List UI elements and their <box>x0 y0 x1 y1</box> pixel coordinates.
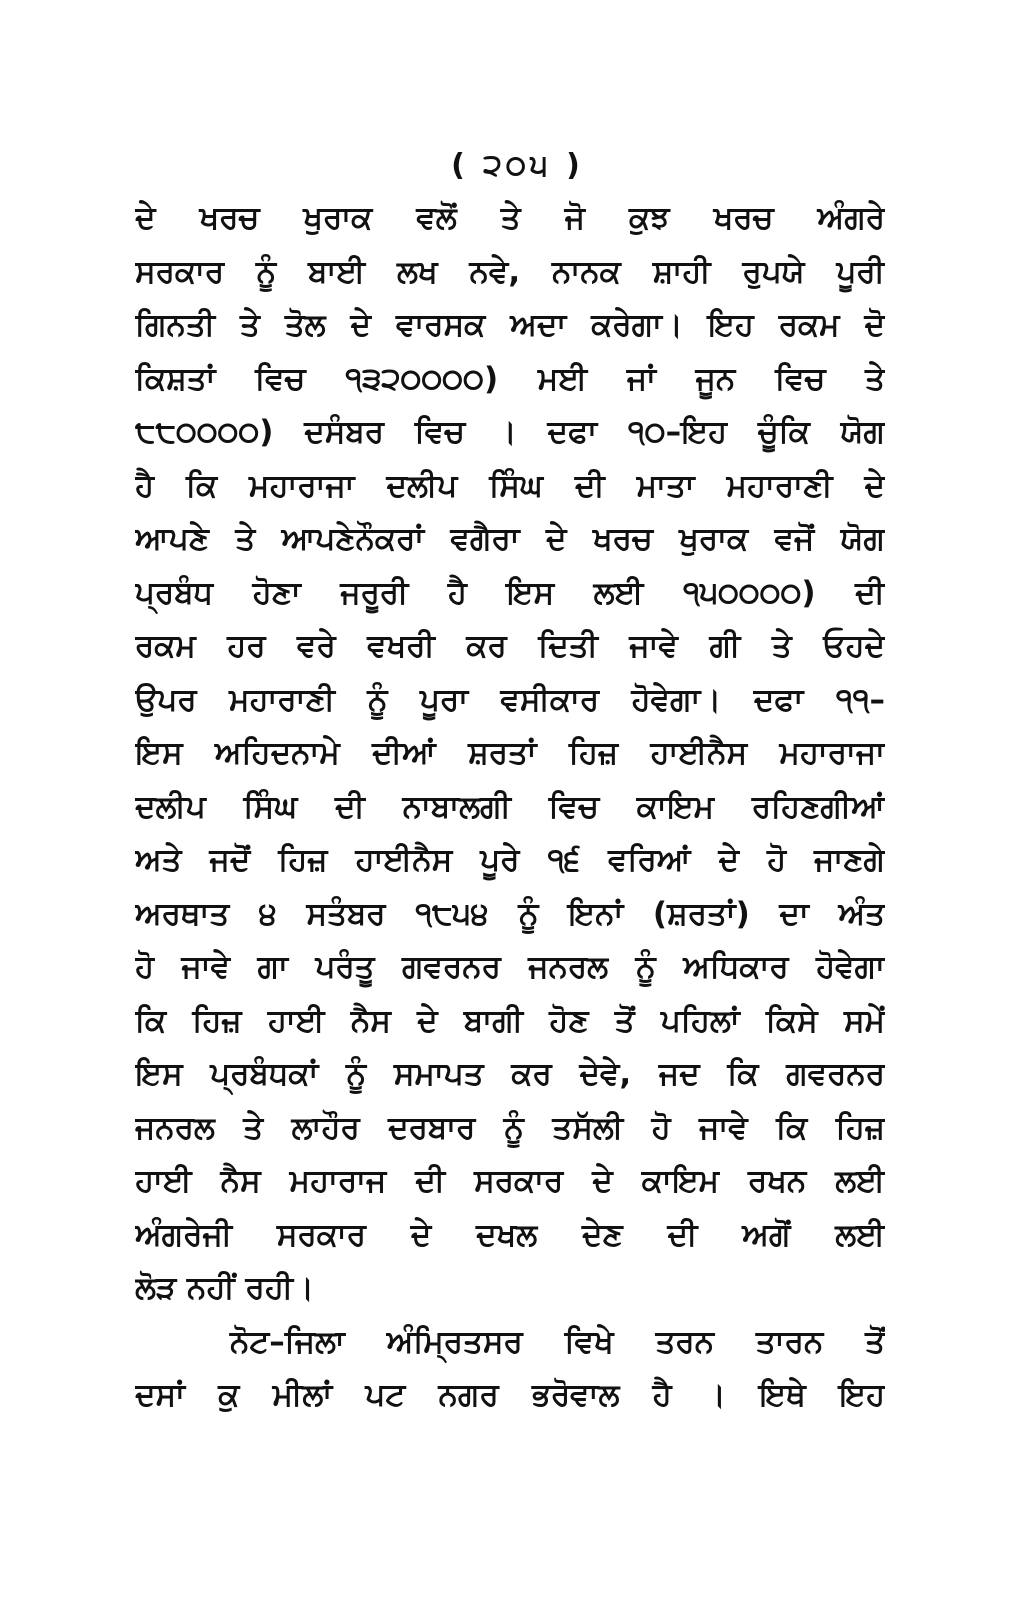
text-line: ਅਰਥਾਤ ੪ ਸਤੰਬਰ ੧੮੫੪ ਨੂੰ ਇਨਾਂ (ਸ਼ਰਤਾਂ) ਦਾ ਅੰਤ <box>135 895 885 932</box>
text-line: ਹੋ ਜਾਵੇ ਗਾ ਪਰੰਤੂ ਗਵਰਨਰ ਜਨਰਲ ਨੂੰ ਅਧਿਕਾਰ ਹੋਵੇਗਾ <box>135 949 885 985</box>
text-line: ਉਪਰ ਮਹਾਰਾਣੀ ਨੂੰ ਪੂਰਾ ਵਸੀਕਾਰ ਹੋਵੇਗਾ। ਦਫਾ ੧੧– <box>135 681 885 718</box>
body-text <box>135 192 885 1423</box>
text-line: ੮੮੦੦੦੦) ਦਸੰਬਰ ਵਿਚ । ਦਫਾ ੧੦–ਇਹ ਚੂੰਕਿ ਯੋਗ <box>135 414 885 450</box>
text-line: ਕਿ ਹਿਜ਼ ਹਾਈ ਨੈਸ ਦੇ ਬਾਗੀ ਹੋਣ ਤੋਂ ਪਹਿਲਾਂ ਕਿਸੇ ਸਮੇਂ <box>135 1002 885 1039</box>
text-line: ਇਸ ਅਹਿਦਨਾਮੇ ਦੀਆਂ ਸ਼ਰਤਾਂ ਹਿਜ਼ ਹਾਈਨੈਸ ਮਹਾਰਾਜਾ <box>135 735 885 771</box>
page-number: ( ੨੦੫ ) <box>451 148 584 183</box>
text-line: ਆਪਣੇ ਤੇ ਆਪਣੇਨੌਕਰਾਂ ਵਗੈਰਾ ਦੇ ਖਰਚ ਖੁਰਾਕ ਵਜੋਂ ਯੋਗ <box>135 521 885 557</box>
text-line: ਲੋੜ ਨਹੀਂ ਰਹੀ। <box>135 1270 315 1306</box>
text-line: ਅਤੇ ਜਦੋਂ ਹਿਜ਼ ਹਾਈਨੈਸ ਪੂਰੇ ੧੬ ਵਰਿਆਂ ਦੇ ਹੋ ਜਾਣਗੇ <box>135 842 885 878</box>
text-line: ਹੈ ਕਿ ਮਹਾਰਾਜਾ ਦਲੀਪ ਸਿੰਘ ਦੀ ਮਾਤਾ ਮਹਾਰਾਣੀ ਦੇ <box>135 467 885 504</box>
text-line: ਅੰਗਰੇਜੀ ਸਰਕਾਰ ਦੇ ਦਖਲ ਦੇਣ ਦੀ ਅਗੋਂ ਲਈ <box>135 1216 885 1253</box>
text-line: ਕਿਸ਼ਤਾਂ ਵਿਚ ੧੩੨੦੦੦੦) ਮਈ ਜਾਂ ਜੂਨ ਵਿਚ ਤੇ <box>135 360 885 397</box>
text-line: ਸਰਕਾਰ ਨੂੰ ਬਾਈ ਲਖ ਨਵੇ, ਨਾਨਕ ਸ਼ਾਹੀ ਰੁਪਯੇ ਪੂਰੀ <box>135 253 885 290</box>
text-line: ਰਕਮ ਹਰ ਵਰੇ ਵਖਰੀ ਕਰ ਦਿਤੀ ਜਾਵੇ ਗੀ ਤੇ ਓਹਦੇ <box>135 628 885 664</box>
text-line: ਦਲੀਪ ਸਿੰਘ ਦੀ ਨਾਬਾਲਗੀ ਵਿਚ ਕਾਇਮ ਰਹਿਣਗੀਆਂ <box>135 788 885 825</box>
note-line: ਨੋਟ–ਜਿਲਾ ਅੰਮ੍ਰਿਤਸਰ ਵਿਖੇ ਤਰਨ ਤਾਰਨ ਤੋਂ <box>230 1323 885 1360</box>
text-line: ਹਾਈ ਨੈਸ ਮਹਾਰਾਜ ਦੀ ਸਰਕਾਰ ਦੇ ਕਾਇਮ ਰਖਨ ਲਈ <box>135 1163 885 1199</box>
text-line: ਇਸ ਪ੍ਰਬੰਧਕਾਂ ਨੂੰ ਸਮਾਪਤ ਕਰ ਦੇਵੇ, ਜਦ ਕਿ ਗਵਰਨਰ <box>135 1056 885 1092</box>
note-line: ਦਸਾਂ ਕੁ ਮੀਲਾਂ ਪਟ ਨਗਰ ਭਰੋਵਾਲ ਹੈ । ਇਥੇ ਇਹ <box>135 1377 885 1413</box>
text-line: ਗਿਨਤੀ ਤੇ ਤੋਲ ਦੇ ਵਾਰਸਕ ਅਦਾ ਕਰੇਗਾ। ਇਹ ਰਕਮ ਦੋ <box>135 307 885 343</box>
text-line: ਦੇ ਖਰਚ ਖੁਰਾਕ ਵਲੋਂ ਤੇ ਜੋ ਕੁਝ ਖਰਚ ਅੰਗਰੇ <box>135 200 885 236</box>
text-line: ਜਨਰਲ ਤੇ ਲਾਹੌਰ ਦਰਬਾਰ ਨੂੰ ਤਸੱਲੀ ਹੋ ਜਾਵੇ ਕਿ ਹਿਜ਼ <box>135 1109 885 1146</box>
text-line: ਪ੍ਰਬੰਧ ਹੋਣਾ ਜਰੂਰੀ ਹੈ ਇਸ ਲਈ ੧੫੦੦੦੦) ਦੀ <box>135 574 885 611</box>
